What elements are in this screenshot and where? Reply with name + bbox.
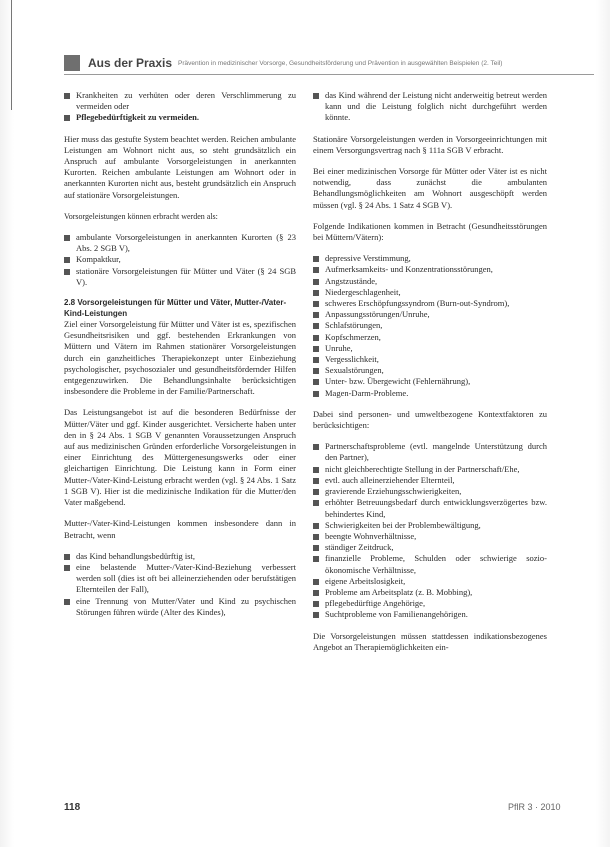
list-item: eine Trennung von Mutter/Vater und Kind zu psychischen Störungen führen würde (Alter des Kindes), (64, 596, 296, 618)
left-column (64, 90, 296, 628)
list-item: Kompaktkur, (64, 254, 296, 265)
top-list (313, 90, 547, 124)
list-item: Aufmerksamkeits- und Konzentrationsstörungen, (313, 264, 547, 275)
paragraph: Ziel einer Vorsorgeleistung für Mütter und Väter ist es, spezifischen Gesundheitsrisiken und ggf. bestehenden Erkrankungen von Müttern und Vätern im Rahmen stationärer Vorsorgeleistungen durch ein ganzheitliches Therapiekonzept unter Einbeziehung psychologischer, psychosozialer und gesundheitsfördernder Hilfen entgegenzuwirken. Die Behandlungsinhalte berücksichtigen insbesondere die Probleme in der Familie/Partnerschaft. (64, 319, 296, 397)
paragraph: Die Vorsorgeleistungen müssen stattdessen indikationsbezogenes Angebot an Therapiemöglichkeiten ein- (313, 630, 547, 652)
list-item: Probleme am Arbeitsplatz (z. B. Mobbing), (313, 587, 547, 598)
header-marker-square (64, 55, 80, 71)
list-item: Anpassungsstörungen/Unruhe, (313, 309, 547, 320)
list-item: eigene Arbeitslosigkeit, (313, 576, 547, 587)
list-item: eine belastende Mutter-/Vater-Kind-Beziehung verbessert werden soll (dies ist oft bei alleinerziehenden oder berufstätigen Elternteilen der Fall), (64, 562, 296, 596)
intro-list (64, 90, 296, 124)
list-item: Niedergeschlagenheit, (313, 287, 547, 298)
paragraph: Stationäre Vorsorgeleistungen werden in Vorsorgeeinrichtungen mit einem Versorgungsvertrag nach § 111a SGB V erbracht. (313, 133, 547, 155)
list-item: das Kind während der Leistung nicht anderweitig betreut werden kann und die Leistung folglich nicht durchgeführt werden könnte. (313, 90, 547, 124)
list-item: gravierende Erziehungsschwierigkeiten, (313, 486, 547, 497)
page-number: 118 (64, 802, 81, 813)
paragraph: Das Leistungsangebot ist auf die besonderen Bedürfnisse der Mütter/Väter und ggf. Kinder ausgerichtet. Versicherte haben unter den in § 24 Abs. 1 SGB V genannten Voraussetzungen Anspruch auf aus medizinischen Gründen erforderliche Vorsorgeleistungen in einer Einrichtung des Müttergenesungswerks oder einer gleichartigen Einrichtung. Die Leistung kann in Form einer Mutter-/Vater-Kind-Leistung erbracht werden (vgl. § 24 Abs. 1 Satz 1 SGB V). Hier ist die medizinische Indikation für die Mutter/den Vater maßgebend. (64, 407, 296, 508)
list-item: depressive Verstimmung, (313, 253, 547, 264)
list-item: Unter- bzw. Übergewicht (Fehlernährung), (313, 376, 547, 387)
paragraph: Dabei sind personen- und umweltbezogene Kontextfaktoren zu berücksichtigen: (313, 408, 547, 431)
list-item: Kopfschmerzen, (313, 332, 547, 343)
list-item: pflegebedürftige Angehörige, (313, 598, 547, 609)
list-item: Suchtprobleme von Familienangehörigen. (313, 609, 547, 620)
list-item: nicht gleichberechtigte Stellung in der Partnerschaft/Ehe, (313, 464, 547, 475)
header-subtitle: Prävention in medizinischer Vorsorge, Gesundheitsförderung und Prävention in ausgewählten Beispielen (2. Teil) (178, 59, 503, 67)
list-item: Angstzustände, (313, 276, 547, 287)
list-item: Pflegebedürftigkeit zu vermeiden. (64, 112, 296, 123)
list-item: Unruhe, (313, 343, 547, 354)
context-list (313, 441, 547, 620)
list-item: Krankheiten zu verhüten oder deren Verschlimmerung zu vermeiden oder (64, 90, 296, 112)
list-item: Sexualstörungen, (313, 365, 547, 376)
page-header (64, 53, 594, 73)
list-item: ständiger Zeitdruck, (313, 542, 547, 553)
paragraph: Mutter-/Vater-Kind-Leistungen kommen insbesondere dann in Betracht, wenn (64, 518, 296, 540)
list-item: beengte Wohnverhältnisse, (313, 531, 547, 542)
list-item: schweres Erschöpfungssyndrom (Burn-out-Syndrom), (313, 298, 547, 309)
list-item: Schwierigkeiten bei der Problembewältigung, (313, 520, 547, 531)
header-title: Aus der Praxis (88, 56, 173, 70)
list-item: finanzielle Probleme, Schulden oder schwierige sozio-ökonomische Verhältnisse, (313, 553, 547, 575)
journal-reference: PflR 3 · 2010 (508, 802, 561, 812)
forms-list (64, 232, 296, 288)
list-item: erhöhter Betreuungsbedarf durch entwicklungsverzögertes bzw. behindertes Kind, (313, 497, 547, 519)
conditions-list (64, 551, 296, 618)
list-item: Schlafstörungen, (313, 320, 547, 331)
binding-edge-line (11, 0, 12, 110)
right-column (313, 90, 547, 663)
list-item: Vergesslichkeit, (313, 354, 547, 365)
list-item: ambulante Vorsorgeleistungen in anerkannten Kurorten (§ 23 Abs. 2 SGB V), (64, 232, 296, 254)
list-item: Partnerschaftsprobleme (evtl. mangelnde Unterstützung durch den Partner), (313, 441, 547, 463)
list-item: das Kind behandlungsbedürftig ist, (64, 551, 296, 562)
list-item: evtl. auch alleinerziehender Elternteil, (313, 475, 547, 486)
header-rule (64, 74, 594, 75)
paragraph: Vorsorgeleistungen können erbracht werden als: (64, 211, 218, 221)
list-item: stationäre Vorsorgeleistungen für Mütter und Väter (§ 24 SGB V). (64, 266, 296, 288)
paragraph: Bei einer medizinischen Vorsorge für Mütter oder Väter ist es nicht notwendig, dass zunächst die ambulanten Behandlungsmöglichkeiten am Wohnort ausgeschöpft werden müssen (vgl. § 24 Abs. 1 Satz 4 SGB V). (313, 166, 547, 210)
section-title: 2.8 Vorsorgeleistungen für Mütter und Väter, Mutter-/Vater-Kind-Leistungen (64, 298, 287, 318)
indications-list (313, 253, 547, 399)
list-item: Magen-Darm-Probleme. (313, 388, 547, 399)
paragraph: Folgende Indikationen kommen in Betracht (Gesundheitsstörungen bei Müttern/Vätern): (313, 220, 547, 243)
paragraph: Hier muss das gestufte System beachtet werden. Reichen ambulante Leistungen am Wohnort nicht aus, so steht grundsätzlich ein Anspruch auf ambulante Vorsorgeleistungen in anerkannten Kurorten. Reichen ambulante Leistungen am Wohnort oder in anerkannten Kurorten nicht aus, besteht grundsätzlich ein Anspruch auf stationäre Vorsorgeleistungen. (64, 133, 296, 200)
